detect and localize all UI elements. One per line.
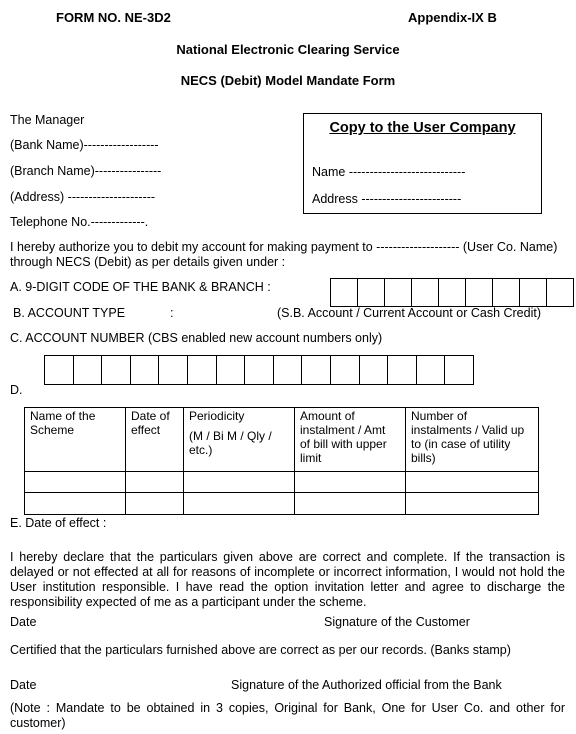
copy-box-address: Address ------------------------: [312, 192, 462, 206]
addressee-manager: The Manager: [10, 113, 85, 127]
account-number-digit-box[interactable]: [360, 356, 389, 384]
account-number-digit-box[interactable]: [102, 356, 131, 384]
declaration-text: I hereby declare that the particulars given above are correct and complete. If the transaction is delayed or not effected at all for reasons of incomplete or incorrect information, I would not hold the User institution responsible. I have read the option invitation letter and agree to discharge the responsibility expected of me as a participant under the scheme.: [10, 550, 565, 609]
account-number-boxes: [44, 355, 474, 385]
note-text: (Note : Mandate to be obtained in 3 copies, Original for Bank, One for User Co. and other for customer): [10, 701, 565, 730]
bank-code-digit-box[interactable]: [385, 279, 412, 306]
bank-code-digit-box[interactable]: [493, 279, 520, 306]
bank-code-label: A. 9-DIGIT CODE OF THE BANK & BRANCH :: [10, 280, 271, 294]
account-number-digit-box[interactable]: [131, 356, 160, 384]
bank-code-digit-box[interactable]: [520, 279, 547, 306]
scheme-table: [24, 407, 539, 515]
bank-code-digit-box[interactable]: [439, 279, 466, 306]
bank-code-digit-box[interactable]: [547, 279, 574, 306]
form-title: National Electronic Clearing Service: [176, 42, 400, 57]
certified-text: Certified that the particulars furnished above are correct as per our records. (Banks stamp): [10, 643, 511, 657]
account-number-digit-box[interactable]: [188, 356, 217, 384]
account-number-digit-box[interactable]: [45, 356, 74, 384]
customer-signature-label: Signature of the Customer: [324, 615, 470, 629]
bank-signature-label: Signature of the Authorized official from the Bank: [231, 678, 502, 692]
bank-code-digit-box[interactable]: [412, 279, 439, 306]
account-type-options: (S.B. Account / Current Account or Cash Credit): [277, 306, 542, 320]
account-number-digit-box[interactable]: [331, 356, 360, 384]
account-number-digit-box[interactable]: [417, 356, 446, 384]
authorize-line-1: I hereby authorize you to debit my account for making payment to -------------------- (User Co. Name): [10, 240, 558, 254]
section-d-label: D.: [10, 383, 23, 397]
account-number-digit-box[interactable]: [217, 356, 246, 384]
account-number-digit-box[interactable]: [274, 356, 303, 384]
bank-code-digit-box[interactable]: [358, 279, 385, 306]
bank-date-label: Date: [10, 678, 37, 692]
bank-name-field: (Bank Name)------------------: [10, 138, 159, 152]
header-amount: Amount of instalment / Amt of bill with upper limit: [295, 408, 406, 472]
bank-code-digit-box[interactable]: [331, 279, 358, 306]
customer-date-label: Date: [10, 615, 37, 629]
header-scheme: Name of the Scheme: [25, 408, 126, 472]
account-number-digit-box[interactable]: [245, 356, 274, 384]
branch-name-field: (Branch Name)----------------: [10, 164, 162, 178]
copy-box-title: Copy to the User Company: [329, 120, 516, 136]
table-row: [25, 472, 539, 493]
header-date-of-effect: Date of effect: [126, 408, 184, 472]
account-number-digit-box[interactable]: [159, 356, 188, 384]
account-type-label: B. ACCOUNT TYPE: [13, 306, 126, 320]
address-field: (Address) ---------------------: [10, 190, 156, 204]
account-number-digit-box[interactable]: [74, 356, 103, 384]
bank-code-boxes: [330, 278, 574, 307]
telephone-field: Telephone No.-------------.: [10, 215, 149, 229]
authorize-line-2: through NECS (Debit) as per details given under :: [10, 255, 286, 269]
copy-box-name: Name ----------------------------: [312, 165, 466, 179]
date-of-effect-label: E. Date of effect :: [10, 516, 107, 530]
account-number-digit-box[interactable]: [388, 356, 417, 384]
appendix-label: Appendix-IX B: [408, 10, 497, 25]
form-number: FORM NO. NE-3D2: [56, 10, 171, 25]
bank-code-digit-box[interactable]: [466, 279, 493, 306]
account-number-label: C. ACCOUNT NUMBER (CBS enabled new account numbers only): [10, 331, 383, 345]
form-subtitle: NECS (Debit) Model Mandate Form: [180, 73, 396, 88]
user-company-copy-box: [303, 113, 542, 214]
table-row: [25, 493, 539, 515]
scheme-table-header-row: [25, 408, 539, 472]
account-number-digit-box[interactable]: [445, 356, 474, 384]
header-instalments: Number of instalments / Valid up to (in case of utility bills): [406, 408, 539, 472]
header-periodicity: Periodicity (M / Bi M / Qly / etc.): [184, 408, 295, 472]
account-type-colon: :: [170, 306, 174, 320]
account-number-digit-box[interactable]: [302, 356, 331, 384]
